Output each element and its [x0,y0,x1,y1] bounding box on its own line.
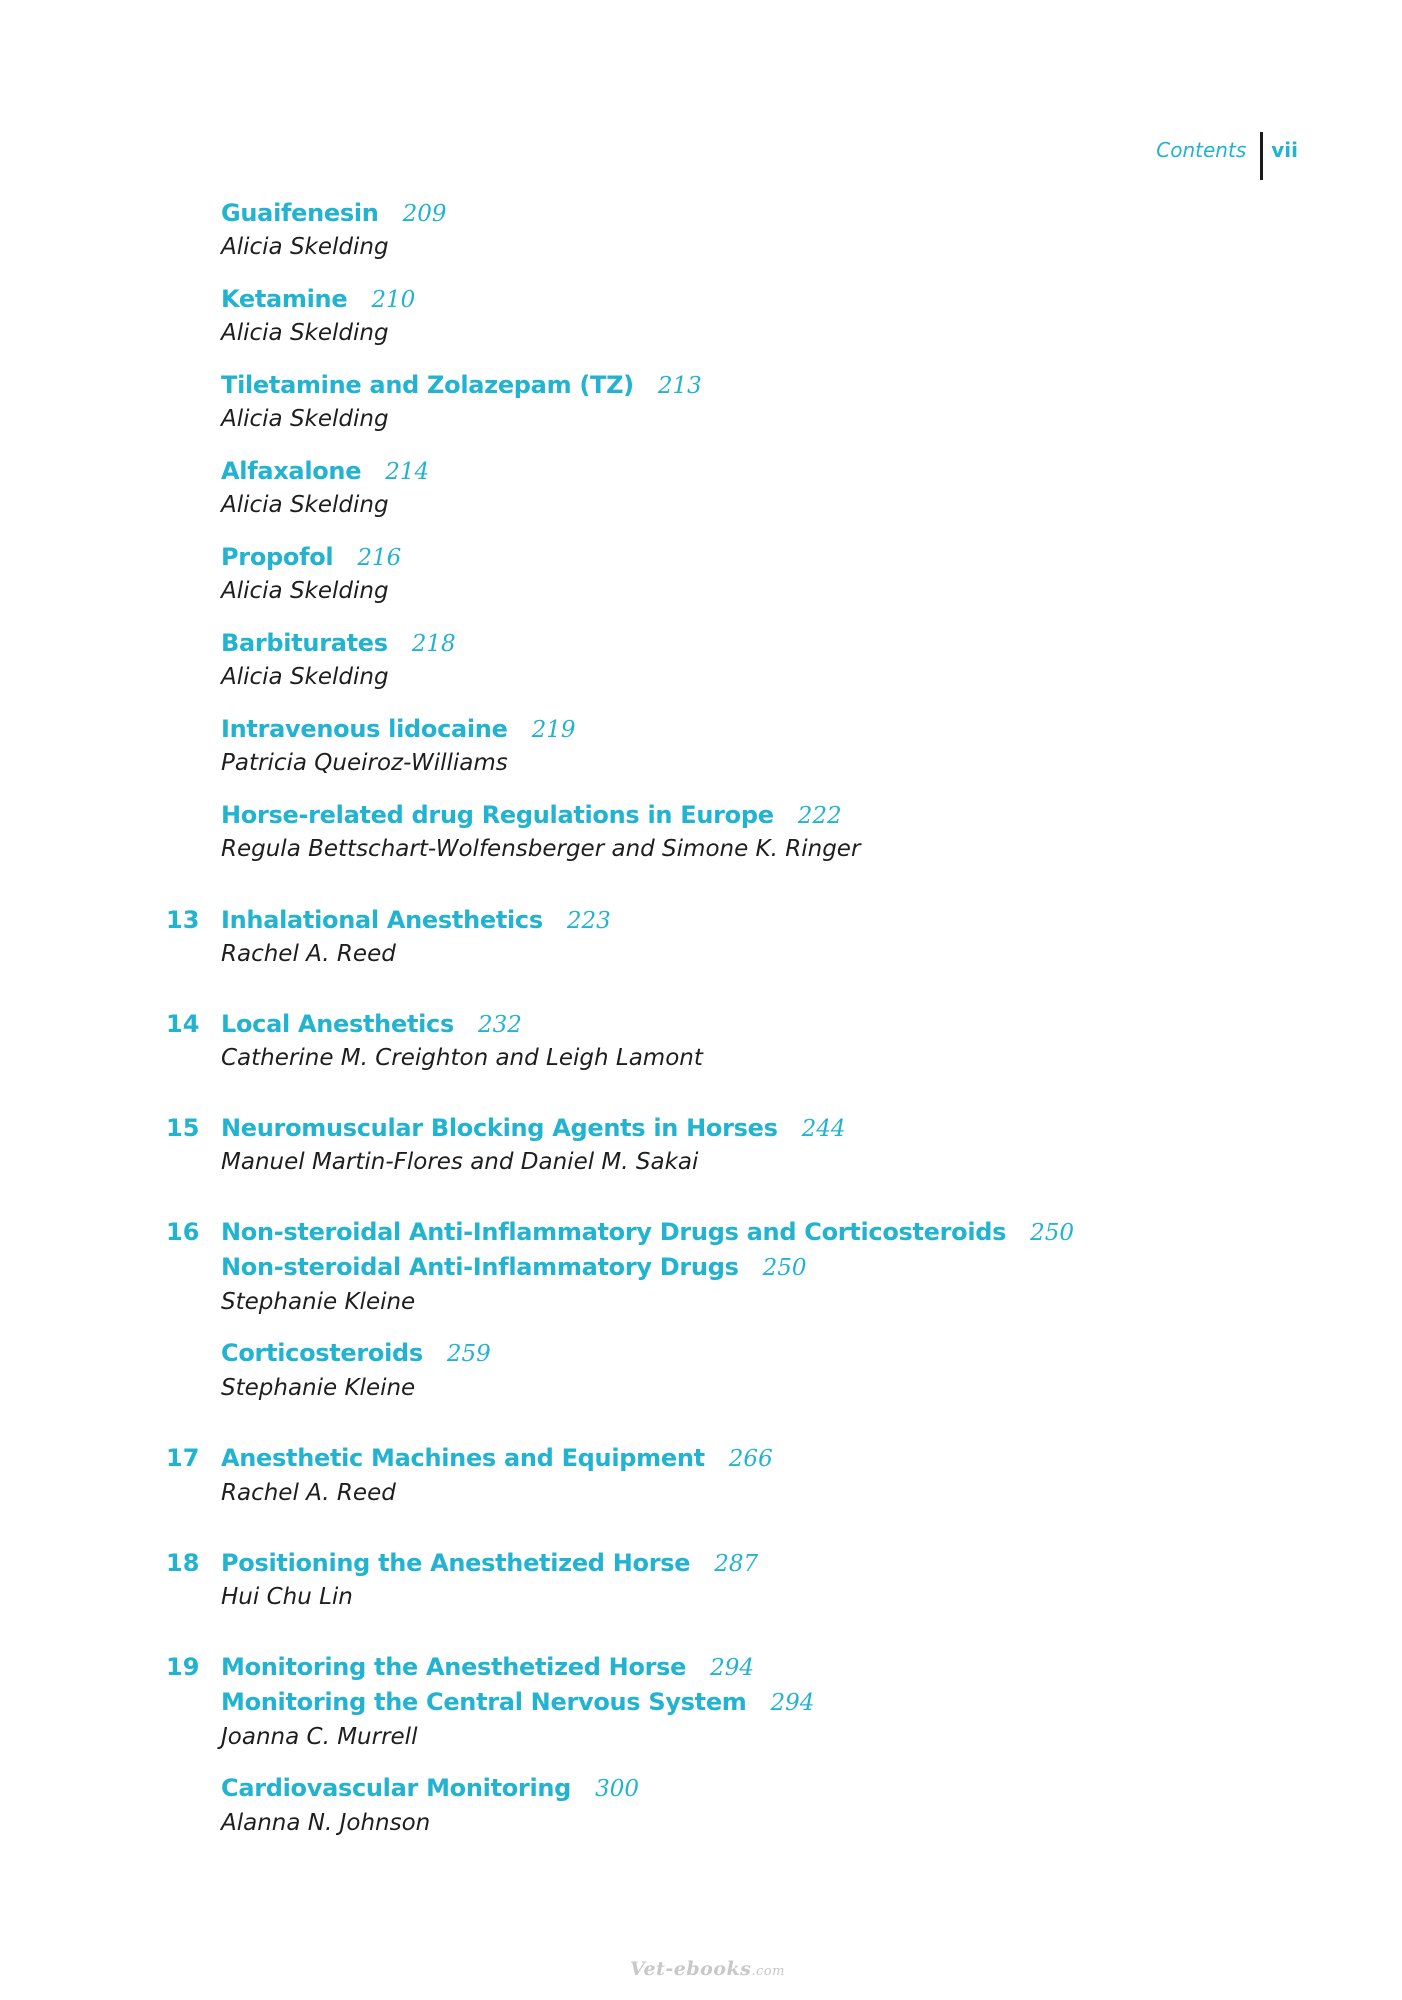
watermark [630,1958,785,1988]
watermark-brand: Vet-ebooks [630,1958,752,1980]
subsection-page: 259 [446,1341,491,1367]
subsection-title[interactable]: Cardiovascular Monitoring [221,1774,572,1802]
chapter-title[interactable]: Monitoring the Anesthetized Horse [221,1653,687,1681]
chapter-page: 287 [714,1551,759,1577]
entry-author: Alicia Skelding [221,406,389,432]
chapter-page: 266 [728,1446,773,1472]
chapter-page: 223 [566,908,611,934]
entry-page: 222 [797,803,842,829]
subsection-page: 300 [595,1776,639,1802]
chapter-number: 18 [166,1549,200,1577]
chapter-title[interactable]: Anesthetic Machines and Equipment [221,1444,705,1472]
entry-title[interactable]: Propofol [221,543,334,571]
entry-author: Alicia Skelding [221,664,389,690]
page-number: vii [1271,138,1298,162]
chapter-author: Rachel A. Reed [221,941,396,967]
watermark-domain: .com [751,1964,785,1979]
entry-page: 213 [657,373,702,399]
entry-author: Patricia Queiroz-Williams [221,750,508,776]
subsection-author: Stephanie Kleine [221,1375,416,1401]
entry-author: Alicia Skelding [221,578,389,604]
entry-author: Alicia Skelding [221,320,389,346]
entry-title[interactable]: Barbiturates [221,629,388,657]
chapter-number: 14 [166,1010,200,1038]
entry-page: 209 [402,201,447,227]
subsection-title[interactable]: Monitoring the Central Nervous System [221,1688,747,1716]
running-head-section: Contents [1156,138,1247,162]
chapter-page: 250 [1030,1220,1075,1246]
entry-title[interactable]: Intravenous lidocaine [221,715,508,743]
entry-title[interactable]: Alfaxalone [221,457,362,485]
entry-title[interactable]: Tiletamine and Zolazepam (TZ) [221,371,634,399]
entry-title[interactable]: Ketamine [221,285,348,313]
chapter-title[interactable]: Local Anesthetics [221,1010,454,1038]
entry-author: Regula Bettschart-Wolfensberger and Simone K. Ringer [221,836,861,862]
subsection-author: Stephanie Kleine [221,1289,416,1315]
chapter-title[interactable]: Inhalational Anesthetics [221,906,543,934]
chapter-number: 13 [166,906,200,934]
subsection-title[interactable]: Corticosteroids [221,1339,423,1367]
chapter-title[interactable]: Positioning the Anesthetized Horse [221,1549,691,1577]
entry-page: 216 [357,545,402,571]
chapter-page: 244 [801,1116,846,1142]
subsection-title[interactable]: Non-steroidal Anti-Inflammatory Drugs [221,1253,739,1281]
entry-author: Alicia Skelding [221,492,389,518]
chapter-author: Hui Chu Lin [221,1584,353,1610]
entry-title[interactable]: Guaifenesin [221,199,379,227]
entry-page: 214 [385,459,430,485]
entry-title[interactable]: Horse-related drug Regulations in Europe [221,801,774,829]
chapter-number: 15 [166,1114,200,1142]
chapter-number: 16 [166,1218,200,1246]
chapter-title[interactable]: Non-steroidal Anti-Inflammatory Drugs and Corticosteroids [221,1218,1007,1246]
chapter-page: 294 [710,1655,755,1681]
entry-page: 218 [411,631,456,657]
subsection-author: Joanna C. Murrell [221,1724,418,1750]
entry-author: Alicia Skelding [221,234,389,260]
chapter-author: Manuel Martin-Flores and Daniel M. Sakai [221,1149,699,1175]
chapter-author: Catherine M. Creighton and Leigh Lamont [221,1045,703,1071]
chapter-author: Rachel A. Reed [221,1480,396,1506]
subsection-page: 294 [770,1690,815,1716]
subsection-page: 250 [762,1255,807,1281]
chapter-page: 232 [477,1012,522,1038]
subsection-author: Alanna N. Johnson [221,1810,431,1836]
running-head [1156,132,1298,182]
chapter-number: 19 [166,1653,200,1681]
chapter-title[interactable]: Neuromuscular Blocking Agents in Horses [221,1114,778,1142]
entry-page: 210 [371,287,416,313]
chapter-number: 17 [166,1444,200,1472]
entry-page: 219 [531,717,576,743]
